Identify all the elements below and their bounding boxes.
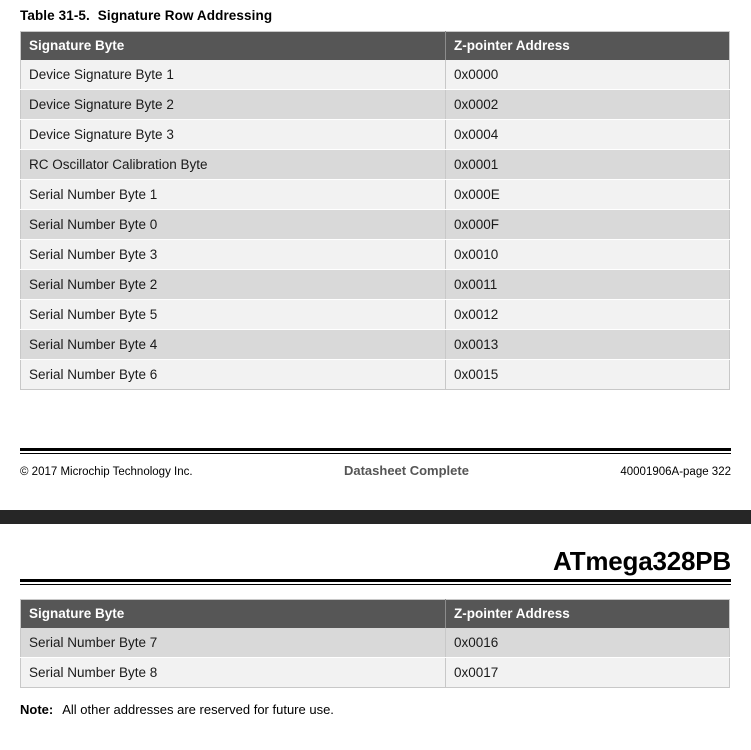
cell-z-pointer-address: 0x0012 — [446, 300, 730, 330]
table-note — [20, 688, 731, 717]
footer-document-title: Datasheet Complete — [343, 463, 469, 478]
cell-signature-byte: Serial Number Byte 5 — [21, 300, 446, 330]
signature-row-table — [20, 31, 730, 390]
cell-signature-byte: Device Signature Byte 2 — [21, 90, 446, 120]
table-row — [21, 330, 730, 360]
table-row — [21, 658, 730, 688]
cell-signature-byte: Device Signature Byte 1 — [21, 60, 446, 90]
document-page-second — [0, 524, 751, 750]
column-header-z-pointer-address: Z-pointer Address — [446, 32, 730, 60]
table-caption-number: Table 31-5. — [20, 8, 90, 23]
signature-row-table-continued — [20, 599, 730, 688]
cell-signature-byte: Serial Number Byte 3 — [21, 240, 446, 270]
table-row — [21, 60, 730, 90]
cell-signature-byte: Serial Number Byte 8 — [21, 658, 446, 688]
note-label: Note: — [20, 702, 54, 717]
page-break-separator — [0, 510, 751, 524]
note-text: All other addresses are reserved for future use. — [62, 702, 334, 717]
cell-z-pointer-address: 0x0010 — [446, 240, 730, 270]
table-row — [21, 210, 730, 240]
cell-z-pointer-address: 0x000E — [446, 180, 730, 210]
table-header-row — [21, 32, 730, 60]
cell-z-pointer-address: 0x0011 — [446, 270, 730, 300]
footer-page-number: 40001906A-page 322 — [620, 466, 731, 478]
table-row — [21, 120, 730, 150]
page-footer — [20, 448, 731, 478]
table-row — [21, 90, 730, 120]
table-row — [21, 270, 730, 300]
cell-z-pointer-address: 0x0002 — [446, 90, 730, 120]
cell-signature-byte: Serial Number Byte 0 — [21, 210, 446, 240]
column-header-signature-byte: Signature Byte — [21, 32, 446, 60]
table-row — [21, 300, 730, 330]
cell-z-pointer-address: 0x000F — [446, 210, 730, 240]
cell-z-pointer-address: 0x0017 — [446, 658, 730, 688]
cell-z-pointer-address: 0x0013 — [446, 330, 730, 360]
table-row — [21, 240, 730, 270]
table-row — [21, 628, 730, 658]
cell-z-pointer-address: 0x0001 — [446, 150, 730, 180]
cell-signature-byte: RC Oscillator Calibration Byte — [21, 150, 446, 180]
cell-signature-byte: Serial Number Byte 6 — [21, 360, 446, 390]
column-header-signature-byte: Signature Byte — [21, 600, 446, 628]
cell-signature-byte: Serial Number Byte 2 — [21, 270, 446, 300]
table-caption-text: Signature Row Addressing — [97, 8, 273, 23]
page-header-rule — [20, 579, 731, 585]
table-caption — [20, 0, 731, 31]
cell-signature-byte: Serial Number Byte 1 — [21, 180, 446, 210]
table-row — [21, 180, 730, 210]
cell-z-pointer-address: 0x0004 — [446, 120, 730, 150]
cell-z-pointer-address: 0x0016 — [446, 628, 730, 658]
table-row — [21, 150, 730, 180]
cell-z-pointer-address: 0x0015 — [446, 360, 730, 390]
page-header-title: ATmega328PB — [553, 546, 731, 576]
cell-z-pointer-address: 0x0000 — [446, 60, 730, 90]
column-header-z-pointer-address: Z-pointer Address — [446, 600, 730, 628]
footer-copyright: © 2017 Microchip Technology Inc. — [20, 466, 193, 478]
cell-signature-byte: Serial Number Byte 7 — [21, 628, 446, 658]
cell-signature-byte: Device Signature Byte 3 — [21, 120, 446, 150]
cell-signature-byte: Serial Number Byte 4 — [21, 330, 446, 360]
table-header-row — [21, 600, 730, 628]
table-row — [21, 360, 730, 390]
